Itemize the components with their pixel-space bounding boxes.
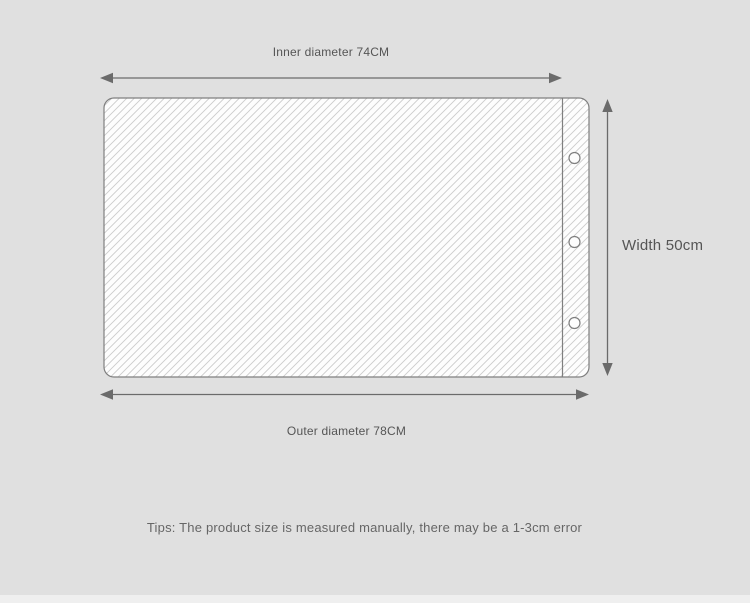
binding-hole <box>569 237 580 248</box>
width-label: Width 50cm <box>622 237 704 254</box>
footer-strip <box>0 595 750 603</box>
outer-diameter-arrow <box>100 389 589 399</box>
inner-diameter-label: Inner diameter 74CM <box>272 45 390 59</box>
product-panel-hatched <box>104 98 589 377</box>
inner-diameter-arrow <box>100 73 562 83</box>
binding-hole <box>569 318 580 329</box>
width-arrow <box>602 99 612 376</box>
tips-text: Tips: The product size is measured manually, there may be a 1-3cm error <box>146 520 583 535</box>
outer-diameter-label: Outer diameter 78CM <box>286 424 407 438</box>
binding-hole <box>569 153 580 164</box>
